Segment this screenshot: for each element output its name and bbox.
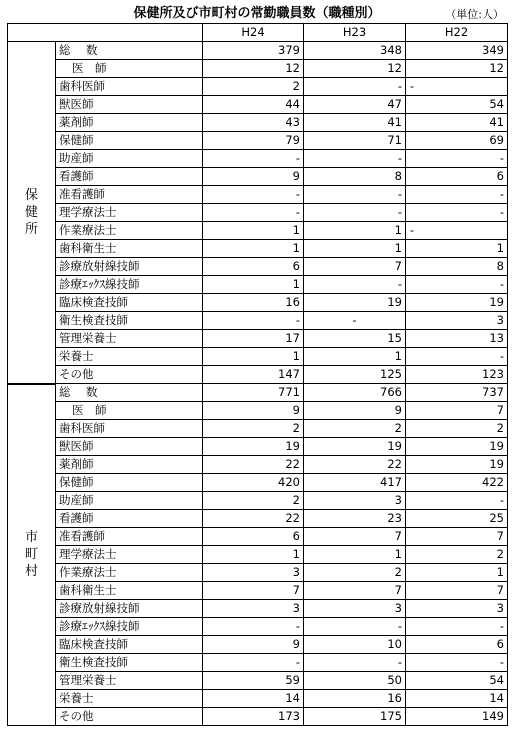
row-label: 准看護師	[56, 186, 203, 204]
cell-value-h23: -	[304, 78, 406, 96]
cell-value-h24: -	[203, 150, 304, 168]
table-row	[8, 618, 508, 636]
staff-table	[7, 23, 508, 726]
row-label: 獣医師	[56, 96, 203, 114]
cell-value-h24: 22	[203, 456, 304, 474]
table-row	[8, 312, 508, 330]
cell-value-h22: 422	[406, 474, 508, 492]
row-label: 管理栄養士	[56, 330, 203, 348]
cell-value-h23: 1	[304, 240, 406, 258]
table-row	[8, 348, 508, 366]
table-row	[8, 510, 508, 528]
cell-value-h22: 3	[406, 600, 508, 618]
group-label-char: 市	[24, 530, 38, 546]
cell-value-h23: 19	[304, 294, 406, 312]
table-row	[8, 708, 508, 726]
cell-value-h24: 1	[203, 240, 304, 258]
row-label: 保健師	[56, 474, 203, 492]
cell-value-h23: -	[304, 150, 406, 168]
cell-value-h22: 54	[406, 672, 508, 690]
cell-value-h23: 2	[304, 420, 406, 438]
cell-value-h24: 147	[203, 366, 304, 384]
cell-value-h22: -	[406, 492, 508, 510]
cell-value-h22: -	[406, 204, 508, 222]
cell-value-h22: -	[406, 276, 508, 294]
cell-value-h22: 25	[406, 510, 508, 528]
cell-value-h24: 2	[203, 492, 304, 510]
row-label: 准看護師	[56, 528, 203, 546]
cell-value-h22: 737	[406, 384, 508, 402]
cell-value-h23: -	[304, 618, 406, 636]
header-row	[8, 24, 508, 42]
cell-value-h22: 6	[406, 168, 508, 186]
cell-value-h24: 79	[203, 132, 304, 150]
table-row	[8, 222, 508, 240]
table-row	[8, 258, 508, 276]
table-row	[8, 150, 508, 168]
row-label: 栄養士	[56, 348, 203, 366]
table-row	[8, 132, 508, 150]
table-row	[8, 276, 508, 294]
cell-value-h22: 2	[406, 546, 508, 564]
cell-value-h23: -	[304, 276, 406, 294]
cell-value-h22: 1	[406, 240, 508, 258]
cell-value-h23: 9	[304, 402, 406, 420]
cell-value-h22: 7	[406, 528, 508, 546]
table-row	[8, 600, 508, 618]
cell-value-h23: 2	[304, 564, 406, 582]
cell-value-h23: 7	[304, 258, 406, 276]
table-row	[8, 690, 508, 708]
group-label-char: 村	[24, 564, 38, 580]
table-row	[8, 456, 508, 474]
table-row	[8, 636, 508, 654]
row-label: 歯科衛生士	[56, 240, 203, 258]
row-label: 助産師	[56, 492, 203, 510]
cell-value-h24: -	[203, 186, 304, 204]
row-label: 保健師	[56, 132, 203, 150]
cell-value-h22: -	[406, 222, 508, 240]
row-label: 総 数	[56, 42, 203, 60]
table-row	[8, 582, 508, 600]
row-label: 臨床検査技師	[56, 294, 203, 312]
row-label: 管理栄養士	[56, 672, 203, 690]
table-row	[8, 168, 508, 186]
column-header: H24	[203, 24, 304, 42]
row-label: 薬剤師	[56, 114, 203, 132]
cell-value-h24: 2	[203, 420, 304, 438]
row-label: 理学療法士	[56, 546, 203, 564]
cell-value-h23: 50	[304, 672, 406, 690]
cell-value-h24: -	[203, 654, 304, 672]
row-label: その他	[56, 366, 203, 384]
row-label: 臨床検査技師	[56, 636, 203, 654]
cell-value-h24: 6	[203, 258, 304, 276]
cell-value-h24: 379	[203, 42, 304, 60]
header-blank	[8, 24, 203, 42]
cell-value-h24: -	[203, 312, 304, 330]
row-label: 衛生検査技師	[56, 654, 203, 672]
cell-value-h24: 1	[203, 348, 304, 366]
cell-value-h23: 8	[304, 168, 406, 186]
table-row	[8, 60, 508, 78]
table-row	[8, 528, 508, 546]
cell-value-h23: 7	[304, 582, 406, 600]
cell-value-h23: 41	[304, 114, 406, 132]
cell-value-h23: 12	[304, 60, 406, 78]
cell-value-h22: 123	[406, 366, 508, 384]
table-row	[8, 42, 508, 60]
cell-value-h24: 16	[203, 294, 304, 312]
row-label: 獣医師	[56, 438, 203, 456]
cell-value-h24: 9	[203, 168, 304, 186]
table-row	[8, 384, 508, 402]
table-row	[8, 78, 508, 96]
cell-value-h22: 69	[406, 132, 508, 150]
group-label-char: 保	[24, 187, 38, 203]
cell-value-h23: 1	[304, 546, 406, 564]
cell-value-h24: 3	[203, 600, 304, 618]
table-row	[8, 294, 508, 312]
cell-value-h22: 3	[406, 312, 508, 330]
cell-value-h23: 3	[304, 492, 406, 510]
row-label: 歯科衛生士	[56, 582, 203, 600]
cell-value-h22: 19	[406, 294, 508, 312]
cell-value-h22: 14	[406, 690, 508, 708]
cell-value-h24: 1	[203, 276, 304, 294]
cell-value-h23: 22	[304, 456, 406, 474]
table-row	[8, 438, 508, 456]
table-row	[8, 564, 508, 582]
cell-value-h23: -	[304, 186, 406, 204]
cell-value-h24: 9	[203, 402, 304, 420]
column-header: H22	[406, 24, 508, 42]
group-label	[8, 384, 56, 726]
unit-label: （単位:人）	[445, 8, 504, 21]
cell-value-h22: 19	[406, 456, 508, 474]
cell-value-h22: 19	[406, 438, 508, 456]
row-label: 診療放射線技師	[56, 258, 203, 276]
table-row	[8, 186, 508, 204]
row-label: その他	[56, 708, 203, 726]
cell-value-h24: 1	[203, 546, 304, 564]
cell-value-h22: 349	[406, 42, 508, 60]
group-label	[8, 42, 56, 384]
cell-value-h24: 6	[203, 528, 304, 546]
row-label: 歯科医師	[56, 420, 203, 438]
row-label: 総 数	[56, 384, 203, 402]
row-label: 助産師	[56, 150, 203, 168]
table-row	[8, 330, 508, 348]
cell-value-h24: 14	[203, 690, 304, 708]
cell-value-h23: 417	[304, 474, 406, 492]
cell-value-h22: 41	[406, 114, 508, 132]
row-label: 診療ｴｯｸｽ線技師	[56, 618, 203, 636]
row-label: 理学療法士	[56, 204, 203, 222]
cell-value-h23: 3	[304, 600, 406, 618]
cell-value-h23: 175	[304, 708, 406, 726]
cell-value-h23: 125	[304, 366, 406, 384]
cell-value-h23: 47	[304, 96, 406, 114]
cell-value-h24: 420	[203, 474, 304, 492]
page-title: 保健所及び市町村の常勤職員数（職種別）	[133, 6, 381, 21]
row-label: 衛生検査技師	[56, 312, 203, 330]
group-label-char: 町	[24, 547, 38, 563]
group-label-char: 健	[24, 204, 38, 220]
cell-value-h22: -	[406, 348, 508, 366]
cell-value-h22: 7	[406, 402, 508, 420]
cell-value-h23: 16	[304, 690, 406, 708]
cell-value-h23: 7	[304, 528, 406, 546]
cell-value-h22: 7	[406, 582, 508, 600]
cell-value-h22: -	[406, 618, 508, 636]
cell-value-h24: -	[203, 204, 304, 222]
table-row	[8, 492, 508, 510]
cell-value-h22: 6	[406, 636, 508, 654]
cell-value-h24: 43	[203, 114, 304, 132]
row-label: 看護師	[56, 510, 203, 528]
table-row	[8, 204, 508, 222]
table-row	[8, 546, 508, 564]
cell-value-h24: 7	[203, 582, 304, 600]
cell-value-h23: 766	[304, 384, 406, 402]
cell-value-h23: -	[304, 204, 406, 222]
cell-value-h22: -	[406, 78, 508, 96]
table-row	[8, 420, 508, 438]
cell-value-h22: 8	[406, 258, 508, 276]
cell-value-h22: 149	[406, 708, 508, 726]
row-label: 歯科医師	[56, 78, 203, 96]
row-label: 看護師	[56, 168, 203, 186]
cell-value-h22: 1	[406, 564, 508, 582]
cell-value-h24: 3	[203, 564, 304, 582]
cell-value-h22: -	[406, 150, 508, 168]
cell-value-h24: 12	[203, 60, 304, 78]
cell-value-h22: 12	[406, 60, 508, 78]
cell-value-h22: 2	[406, 420, 508, 438]
cell-value-h23: 19	[304, 438, 406, 456]
cell-value-h23: 1	[304, 348, 406, 366]
cell-value-h23: 1	[304, 222, 406, 240]
table-row	[8, 672, 508, 690]
cell-value-h24: 17	[203, 330, 304, 348]
cell-value-h24: 1	[203, 222, 304, 240]
cell-value-h24: -	[203, 618, 304, 636]
row-label: 医 師	[56, 402, 203, 420]
cell-value-h22: -	[406, 654, 508, 672]
table-row	[8, 474, 508, 492]
group-label-char: 所	[24, 221, 38, 237]
table-row	[8, 402, 508, 420]
cell-value-h24: 9	[203, 636, 304, 654]
cell-value-h23: 348	[304, 42, 406, 60]
table-row	[8, 240, 508, 258]
cell-value-h24: 2	[203, 78, 304, 96]
table-row	[8, 654, 508, 672]
row-label: 医 師	[56, 60, 203, 78]
cell-value-h24: 173	[203, 708, 304, 726]
cell-value-h23: -	[304, 654, 406, 672]
row-label: 作業療法士	[56, 564, 203, 582]
cell-value-h24: 59	[203, 672, 304, 690]
cell-value-h24: 22	[203, 510, 304, 528]
cell-value-h23: -	[304, 312, 406, 330]
cell-value-h22: 13	[406, 330, 508, 348]
row-label: 作業療法士	[56, 222, 203, 240]
cell-value-h22: -	[406, 186, 508, 204]
row-label: 診療ｴｯｸｽ線技師	[56, 276, 203, 294]
cell-value-h23: 10	[304, 636, 406, 654]
row-label: 栄養士	[56, 690, 203, 708]
table-row	[8, 114, 508, 132]
column-header: H23	[304, 24, 406, 42]
cell-value-h24: 44	[203, 96, 304, 114]
row-label: 診療放射線技師	[56, 600, 203, 618]
row-label: 薬剤師	[56, 456, 203, 474]
table-row	[8, 96, 508, 114]
cell-value-h23: 23	[304, 510, 406, 528]
cell-value-h23: 71	[304, 132, 406, 150]
table-row	[8, 366, 508, 384]
cell-value-h24: 771	[203, 384, 304, 402]
cell-value-h22: 54	[406, 96, 508, 114]
cell-value-h24: 19	[203, 438, 304, 456]
cell-value-h23: 15	[304, 330, 406, 348]
